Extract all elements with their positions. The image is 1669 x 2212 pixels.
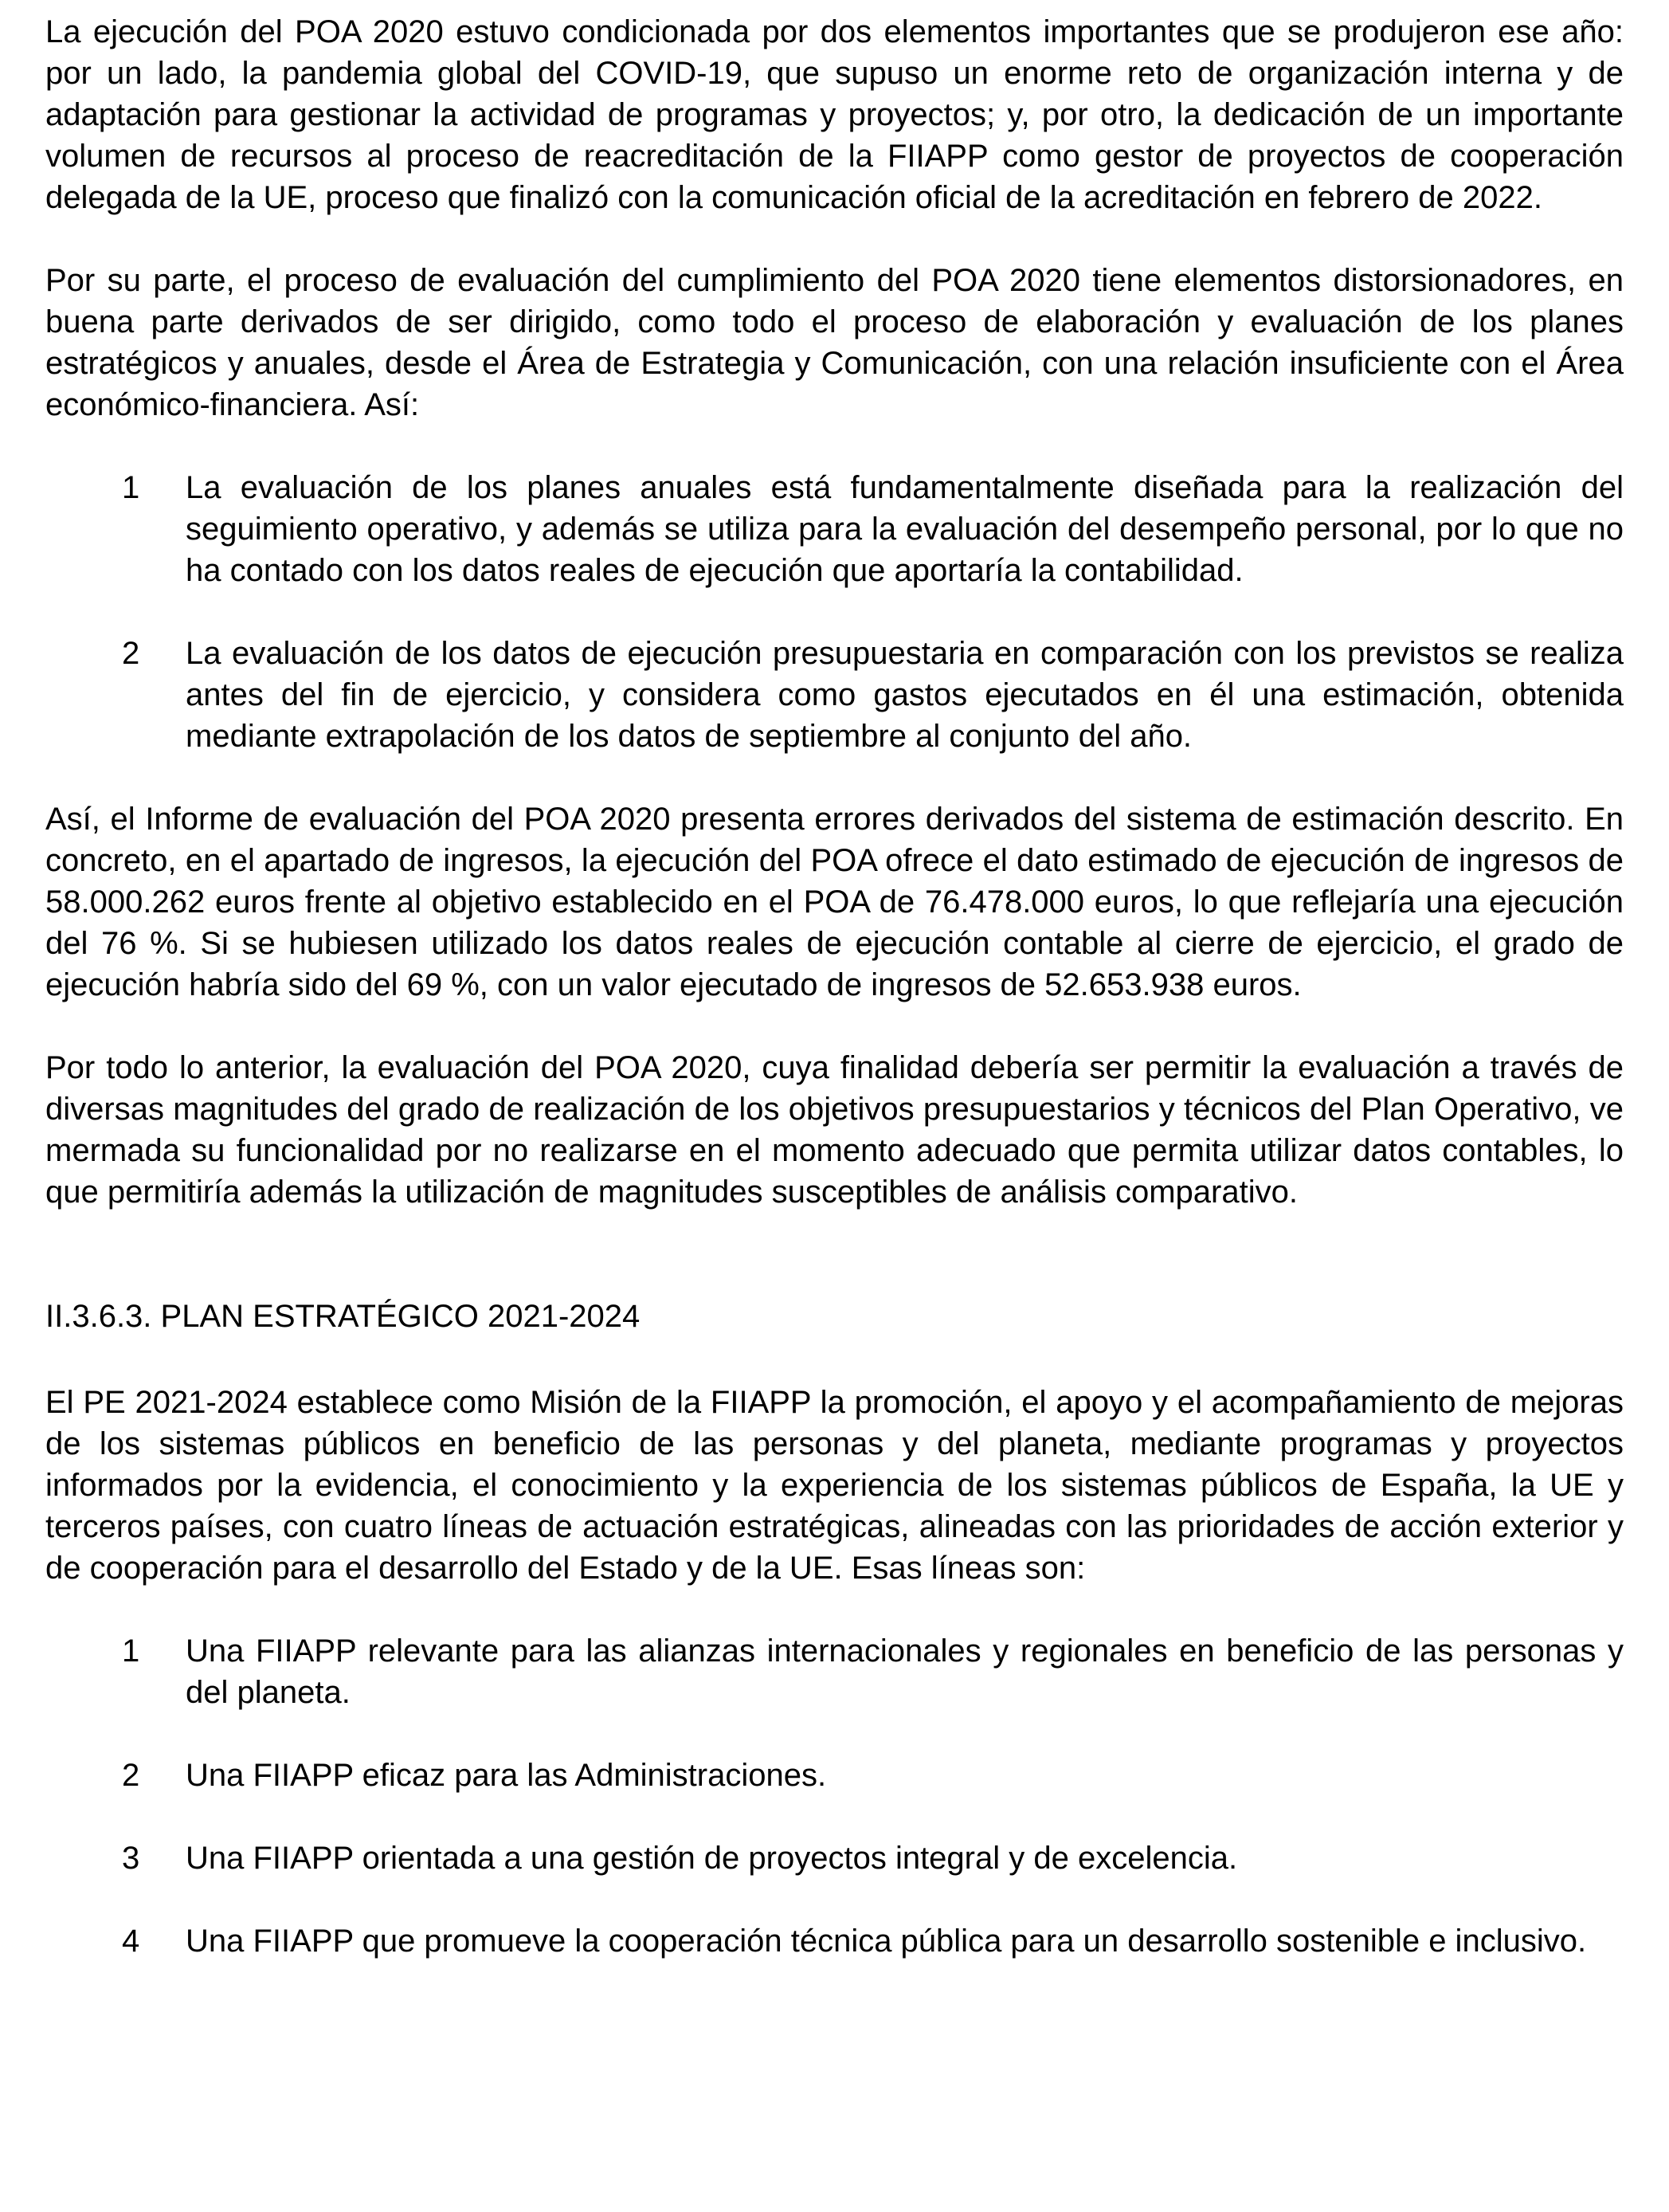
list-item-text: Una FIIAPP eficaz para las Administraciones.: [186, 1758, 827, 1793]
list-item: [45, 1630, 1624, 1713]
list-item-text: Una FIIAPP orientada a una gestión de proyectos integral y de excelencia.: [186, 1841, 1238, 1876]
paragraph-poa-execution: La ejecución del POA 2020 estuvo condicionada por dos elementos importantes que se produjeron ese año: por un lado, la pandemia global del COVID-19, que supuso un enorme reto de organización interna y de adaptación para gestionar la actividad de programas y proyectos; y, por otro, la dedicación de un importante volumen de recursos al proceso de reacreditación de la FIIAPP como gestor de proyectos de cooperación delegada de la UE, proceso que finalizó con la comunicación oficial de la acreditación en febrero de 2022.: [45, 14, 1624, 215]
paragraph-evaluation-process: Por su parte, el proceso de evaluación del cumplimiento del POA 2020 tiene elementos distorsionadores, en buena parte derivados de ser dirigido, como todo el proceso de elaboración y evaluación de los planes estratégicos y anuales, desde el Área de Estrategia y Comunicación, con una relación insuficiente con el Área económico-financiera. Así:: [45, 263, 1624, 422]
list-item-number: 1: [122, 1634, 140, 1669]
list-item-number: 2: [122, 1758, 140, 1793]
list-item: [45, 1755, 1624, 1796]
paragraph-conclusion: Por todo lo anterior, la evaluación del POA 2020, cuya finalidad debería ser permitir la evaluación a través de diversas magnitudes del grado de realización de los objetivos presupuestarios y técnicos del Plan Operativo, ve mermada su funcionalidad por no realizarse en el momento adecuado que permita utilizar datos contables, lo que permitiría además la utilización de magnitudes susceptibles de análisis comparativo.: [45, 1050, 1624, 1210]
list-item: [45, 467, 1624, 591]
list-item-text: La evaluación de los datos de ejecución presupuestaria en comparación con los previstos se realiza antes del fin de ejercicio, y considera como gastos ejecutados en él una estimación, obtenida mediante extrapolación de los datos de septiembre al conjunto del año.: [186, 636, 1624, 754]
list-item: [45, 633, 1624, 757]
list-item-text: La evaluación de los planes anuales está fundamentalmente diseñada para la realización del seguimiento operativo, y además se utiliza para la evaluación del desempeño personal, por lo que no ha contado con los datos reales de ejecución que aportaría la contabilidad.: [186, 470, 1624, 588]
list-item-text: Una FIIAPP que promueve la cooperación técnica pública para un desarrollo sostenible e inclusivo.: [186, 1924, 1587, 1959]
paragraph-estimation-errors: Así, el Informe de evaluación del POA 2020 presenta errores derivados del sistema de estimación descrito. En concreto, en el apartado de ingresos, la ejecución del POA ofrece el dato estimado de ejecución de ingresos de 58.000.262 euros frente al objetivo establecido en el POA de 76.478.000 euros, lo que reflejaría una ejecución del 76 %. Si se hubiesen utilizado los datos reales de ejecución contable al cierre de ejercicio, el grado de ejecución habría sido del 69 %, con un valor ejecutado de ingresos de 52.653.938 euros.: [45, 802, 1624, 1002]
numbered-list-strategic-lines: [45, 1630, 1624, 1962]
numbered-list-distortions: [45, 467, 1624, 757]
list-item-number: 1: [122, 470, 140, 505]
list-item-number: 2: [122, 636, 140, 671]
list-item-number: 3: [122, 1841, 140, 1876]
list-item: [45, 1920, 1624, 1962]
list-item-number: 4: [122, 1924, 140, 1959]
paragraph-pe-mission: El PE 2021-2024 establece como Misión de la FIIAPP la promoción, el apoyo y el acompañamiento de mejoras de los sistemas públicos en beneficio de las personas y del planeta, mediante programas y proyectos informados por la evidencia, el conocimiento y la experiencia de los sistemas públicos de España, la UE y terceros países, con cuatro líneas de actuación estratégicas, alineadas con las prioridades de acción exterior y de cooperación para el desarrollo del Estado y de la UE. Esas líneas son:: [45, 1385, 1624, 1586]
list-item-text: Una FIIAPP relevante para las alianzas internacionales y regionales en beneficio de las personas y del planeta.: [186, 1634, 1624, 1710]
section-heading: II.3.6.3. PLAN ESTRATÉGICO 2021-2024: [45, 1299, 641, 1334]
list-item: [45, 1837, 1624, 1879]
